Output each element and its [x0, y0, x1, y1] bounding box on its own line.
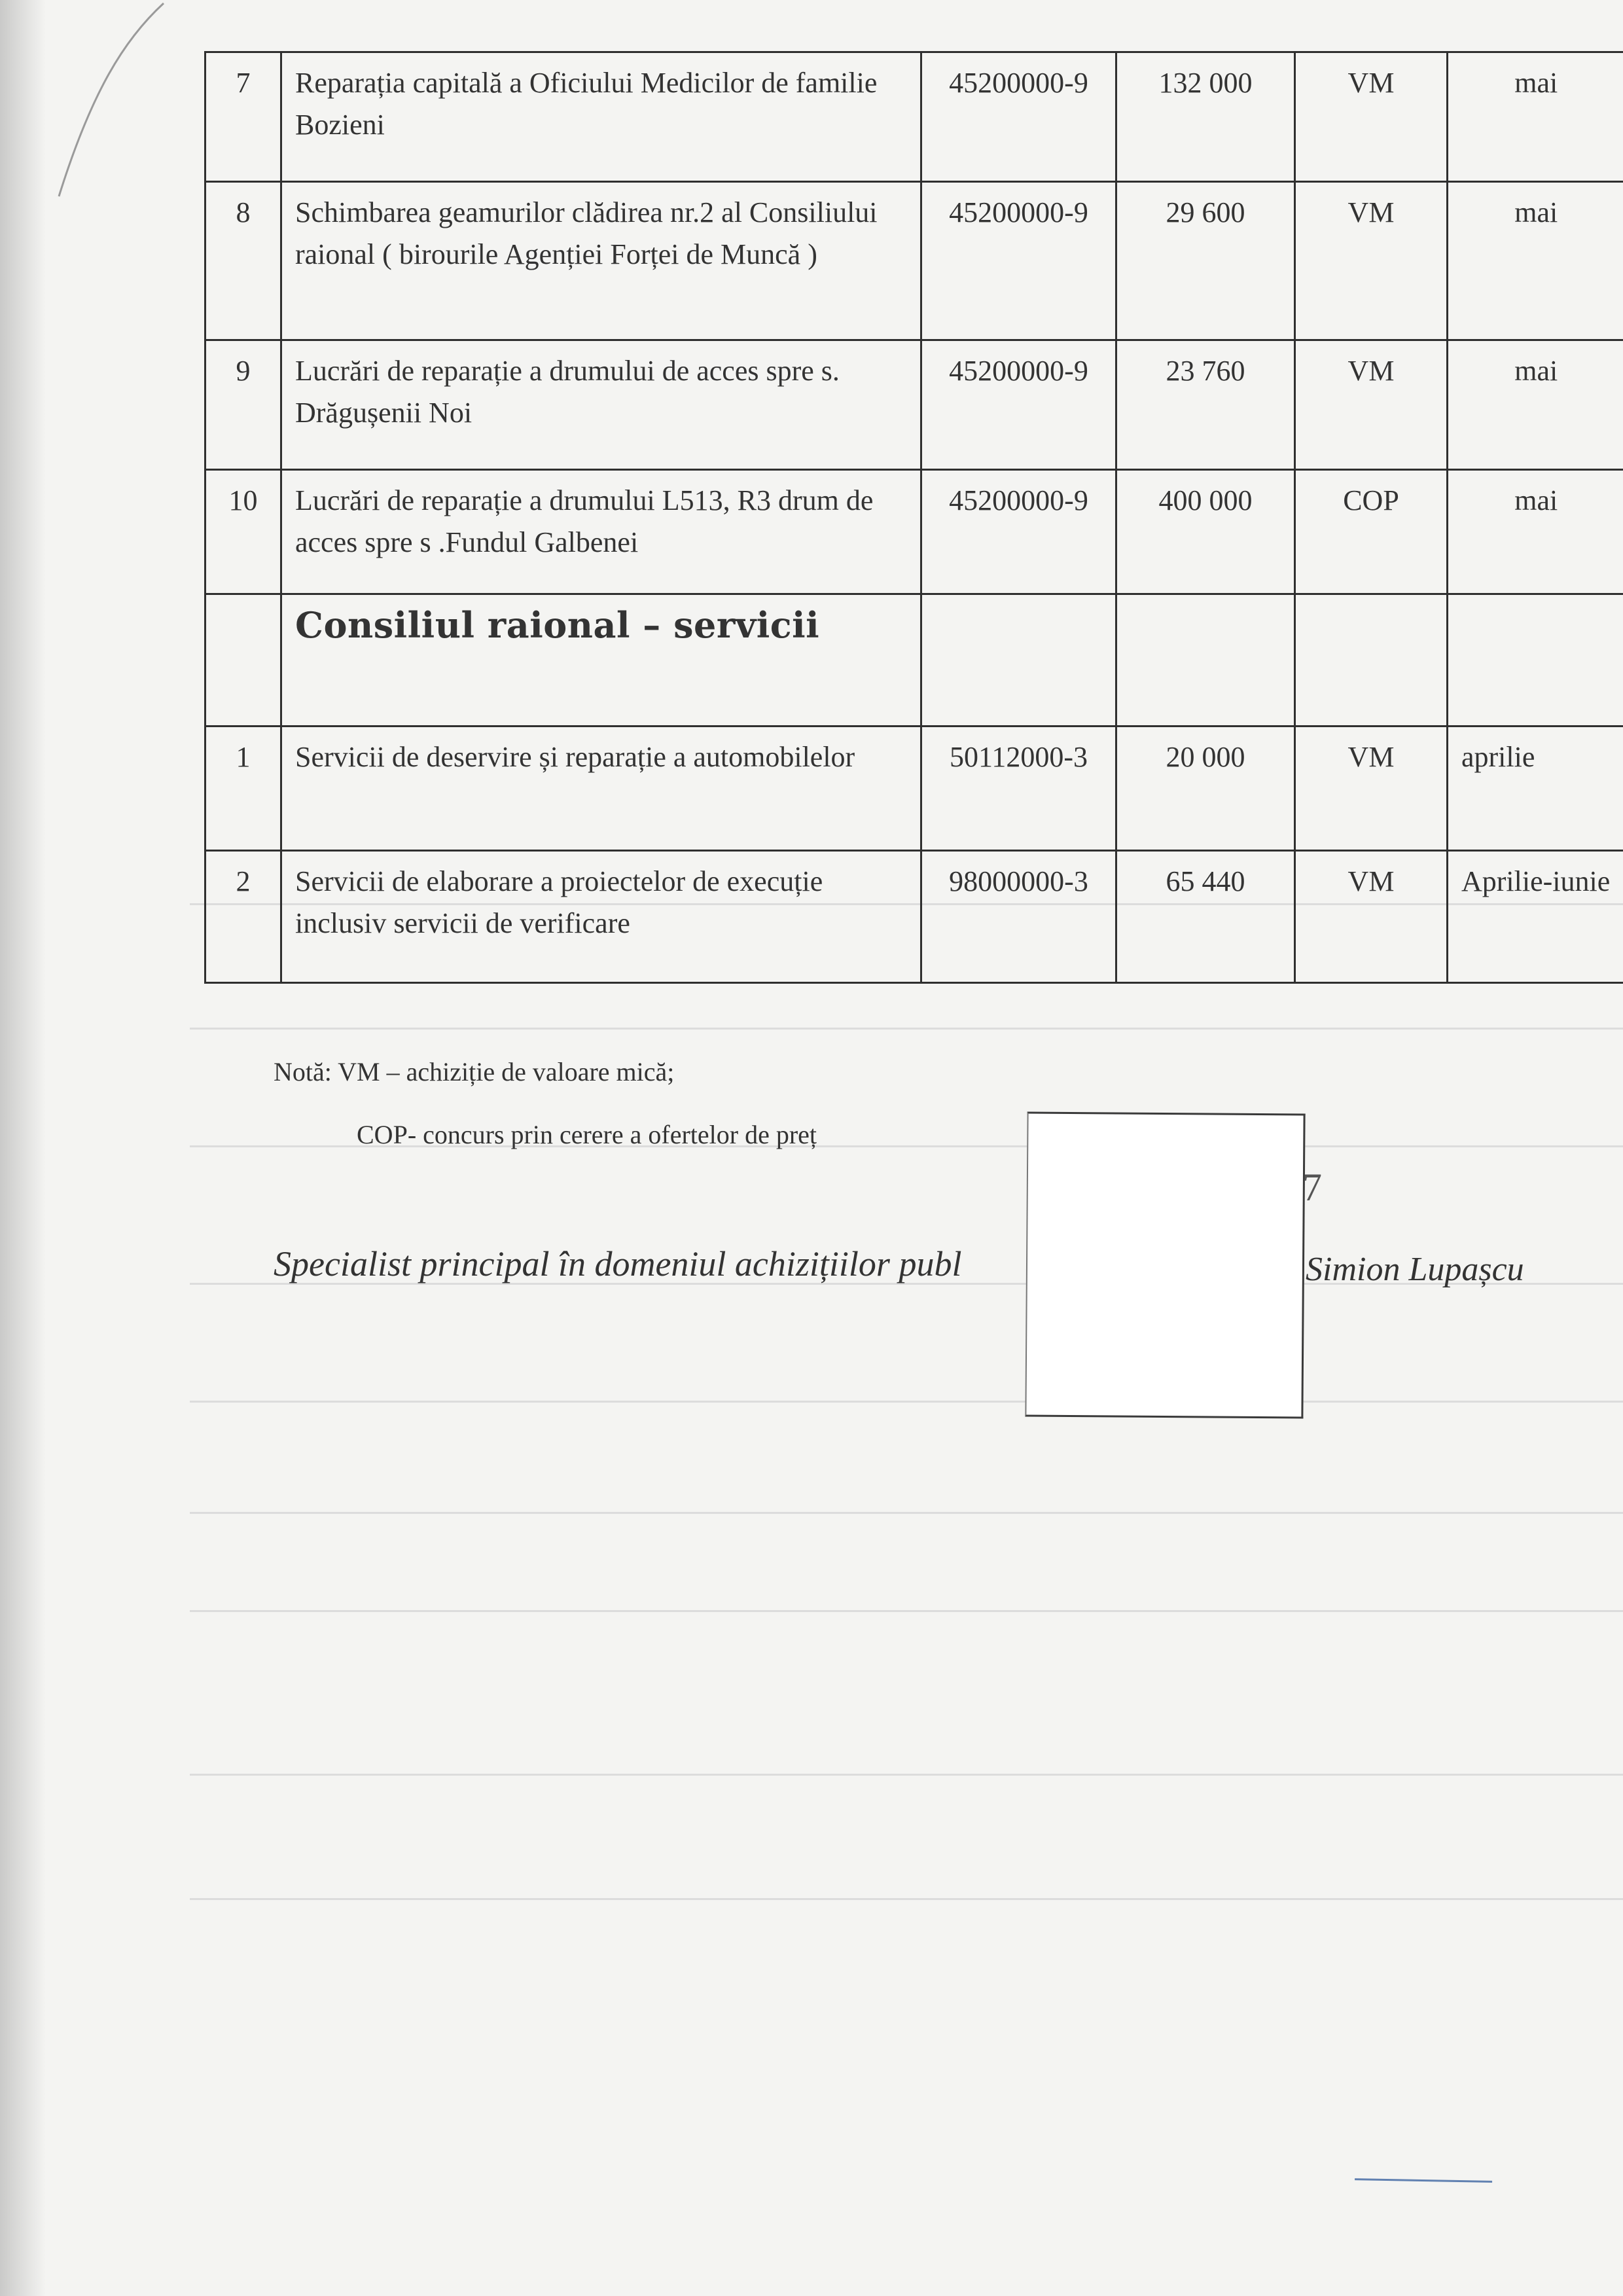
section-header-row: [205, 594, 1623, 726]
row-number: 2: [205, 851, 281, 983]
empty-cell: [1295, 594, 1448, 726]
signer-name: Simion Lupașcu: [1306, 1251, 1524, 1288]
row-value: 400 000: [1116, 470, 1295, 594]
section-title: Consiliul raional – servicii: [281, 594, 921, 726]
procurement-table: [204, 51, 1623, 984]
row-procedure: VM: [1295, 851, 1448, 983]
redacted-stamp-box: [1025, 1112, 1305, 1419]
row-description: Servicii de elaborare a proiectelor de execuție inclusiv servicii de verificare: [281, 851, 921, 983]
row-cpv-code: 45200000-9: [921, 52, 1116, 182]
row-procedure: COP: [1295, 470, 1448, 594]
row-value: 20 000: [1116, 726, 1295, 851]
row-number: 7: [205, 52, 281, 182]
row-description: Schimbarea geamurilor clădirea nr.2 al Consiliului raional ( birourile Agenției Forței de Muncă ): [281, 182, 921, 340]
section-number-cell: [205, 594, 281, 726]
row-procedure: VM: [1295, 340, 1448, 470]
signer-title: Specialist principal în domeniul achizițiilor publ: [274, 1244, 962, 1283]
row-term: mai: [1448, 52, 1623, 182]
row-value: 65 440: [1116, 851, 1295, 983]
table-row: [205, 52, 1623, 182]
row-term: aprilie: [1448, 726, 1623, 851]
row-term: mai: [1448, 340, 1623, 470]
row-number: 10: [205, 470, 281, 594]
row-value: 29 600: [1116, 182, 1295, 340]
row-term: mai: [1448, 470, 1623, 594]
row-description: Lucrări de reparație a drumului L513, R3 drum de acces spre s .Fundul Galbenei: [281, 470, 921, 594]
row-term: mai: [1448, 182, 1623, 340]
row-procedure: VM: [1295, 726, 1448, 851]
row-number: 1: [205, 726, 281, 851]
table-row: [205, 340, 1623, 470]
row-description: Servicii de deservire și reparație a automobilelor: [281, 726, 921, 851]
empty-cell: [1116, 594, 1295, 726]
table-row: [205, 470, 1623, 594]
stamp-mark: 7: [1302, 1166, 1322, 1209]
row-number: 8: [205, 182, 281, 340]
row-value: 23 760: [1116, 340, 1295, 470]
row-cpv-code: 45200000-9: [921, 340, 1116, 470]
note-cop: COP- concurs prin cerere a ofertelor de preț: [357, 1120, 817, 1149]
empty-cell: [921, 594, 1116, 726]
pen-mark: [1355, 2178, 1492, 2188]
row-number: 9: [205, 340, 281, 470]
table-row: [205, 726, 1623, 851]
note-vm: Notă: VM – achiziție de valoare mică;: [274, 1057, 675, 1086]
table-row: [205, 851, 1623, 983]
row-cpv-code: 98000000-3: [921, 851, 1116, 983]
empty-cell: [1448, 594, 1623, 726]
row-cpv-code: 45200000-9: [921, 182, 1116, 340]
row-procedure: VM: [1295, 52, 1448, 182]
row-term: Aprilie-iunie: [1448, 851, 1623, 983]
table-row: [205, 182, 1623, 340]
row-description: Reparația capitală a Oficiului Medicilor de familie Bozieni: [281, 52, 921, 182]
row-cpv-code: 50112000-3: [921, 726, 1116, 851]
row-value: 132 000: [1116, 52, 1295, 182]
row-cpv-code: 45200000-9: [921, 470, 1116, 594]
row-description: Lucrări de reparație a drumului de acces spre s. Drăgușenii Noi: [281, 340, 921, 470]
scan-shadow: [0, 0, 46, 2296]
row-procedure: VM: [1295, 182, 1448, 340]
